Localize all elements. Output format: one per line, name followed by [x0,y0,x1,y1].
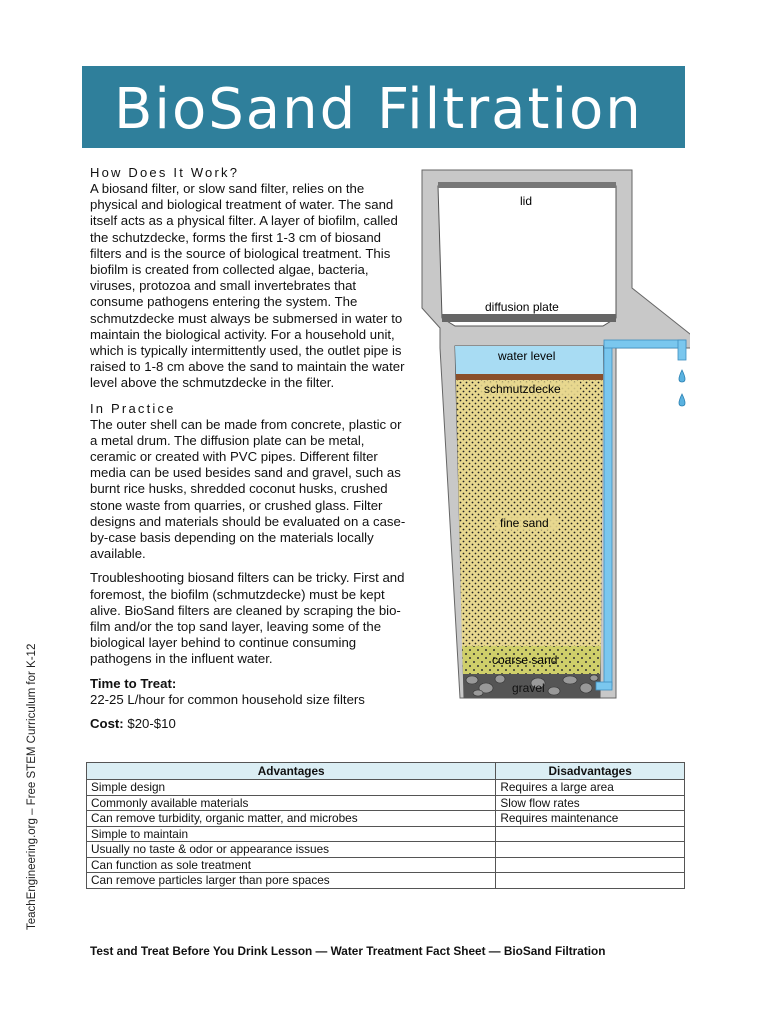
time-label: Time to Treat: [90,675,177,691]
fine-sand-label: fine sand [500,516,549,530]
lid-label: lid [520,194,533,208]
gravel-label: gravel [512,681,545,695]
title-banner [82,66,685,148]
biosand-filter-diagram [420,168,690,728]
table-row [87,780,685,796]
sidebar-credit: TeachEngineering.org – Free STEM Curriculum for K-12 [26,643,38,930]
water-drop-icon [679,394,685,406]
text-column [90,164,408,732]
practice-paragraph: The outer shell can be made from concrete, plastic or a metal drum. The diffusion plate can be metal, ceramic or created with PVC pipes. Different filter media can be used besides sand and gravel, such as burnt rice husks, shredded coconut husks, crushed stone waste from quarries, or crushed glass. Filter designs and materials should be evaluated on a case-by-case basis depending on the materials locally available. [90,416,406,562]
disadvantages-header: Disadvantages [496,763,685,780]
table-cell: Usually no taste & odor or appearance issues [87,842,496,858]
practice-heading: In Practice [90,400,176,416]
table-cell: Slow flow rates [496,795,685,811]
table-cell: Simple to maintain [87,826,496,842]
table-cell: Requires maintenance [496,811,685,827]
table-cell [496,857,685,873]
schmutzdecke-layer [456,374,603,380]
table-row [87,857,685,873]
troubleshooting-paragraph: Troubleshooting biosand filters can be tricky. First and foremost, the biofilm (schmutzdecke) must be kept alive. BioSand filters are cleaned by scraping the bio-film and/or the top sand layer, leaving some of the biological layer behind to continue consuming pathogens in the influent water. [90,570,405,667]
table-cell: Can remove particles larger than pore spaces [87,873,496,889]
table-cell: Commonly available materials [87,795,496,811]
table-row [87,795,685,811]
footer-text: Test and Treat Before You Drink Lesson — Water Treatment Fact Sheet — BioSand Filtration [90,944,606,958]
how-heading: How Does It Work? [90,165,240,180]
table-cell: Simple design [87,780,496,796]
table-row [87,811,685,827]
table-row [87,873,685,889]
advantages-header: Advantages [87,763,496,780]
water-level-label: water level [498,349,556,363]
cost-label: Cost: [90,716,124,732]
table-cell: Can function as sole treatment [87,857,496,873]
diffusion-plate [442,314,616,322]
table-cell [496,873,685,889]
how-paragraph: A biosand filter, or slow sand filter, relies on the physical and biological treatment of water. The sand itself acts as a physical filter. A layer of biofilm, called the schutzdecke, forms the first 1-3 cm of biosand filters and is the source of biological treatment. This biofilm is created from collected algae, bacteria, viruses, protozoa and small invertebrates that consume pathogens entering the system. The schmutzdecke must always be submersed in water to maintain the biological activity. For a household unit, which is typically intermittently used, the outlet pipe is raised to 1-8 cm above the sand to maintain the water level above the schmutzdecke in the filter. [90,181,405,391]
fine-sand-layer [456,380,603,646]
table-cell [496,842,685,858]
time-value: 22-25 L/hour for common household size filters [90,691,365,707]
diffusion-plate-label: diffusion plate [485,300,559,314]
outlet-pipe [604,344,612,686]
table-cell: Requires a large area [496,780,685,796]
table-row [87,826,685,842]
coarse-sand-label: coarse sand [492,653,558,667]
lid [438,182,616,188]
advantages-table [86,762,685,889]
water-drop-icon [679,370,685,382]
page-title: BioSand Filtration [114,77,643,142]
cost-value: $20-$10 [127,716,176,732]
table-row [87,842,685,858]
table-cell: Can remove turbidity, organic matter, and microbes [87,811,496,827]
schmutzdecke-label: schmutzdecke [484,382,561,396]
table-cell [496,826,685,842]
